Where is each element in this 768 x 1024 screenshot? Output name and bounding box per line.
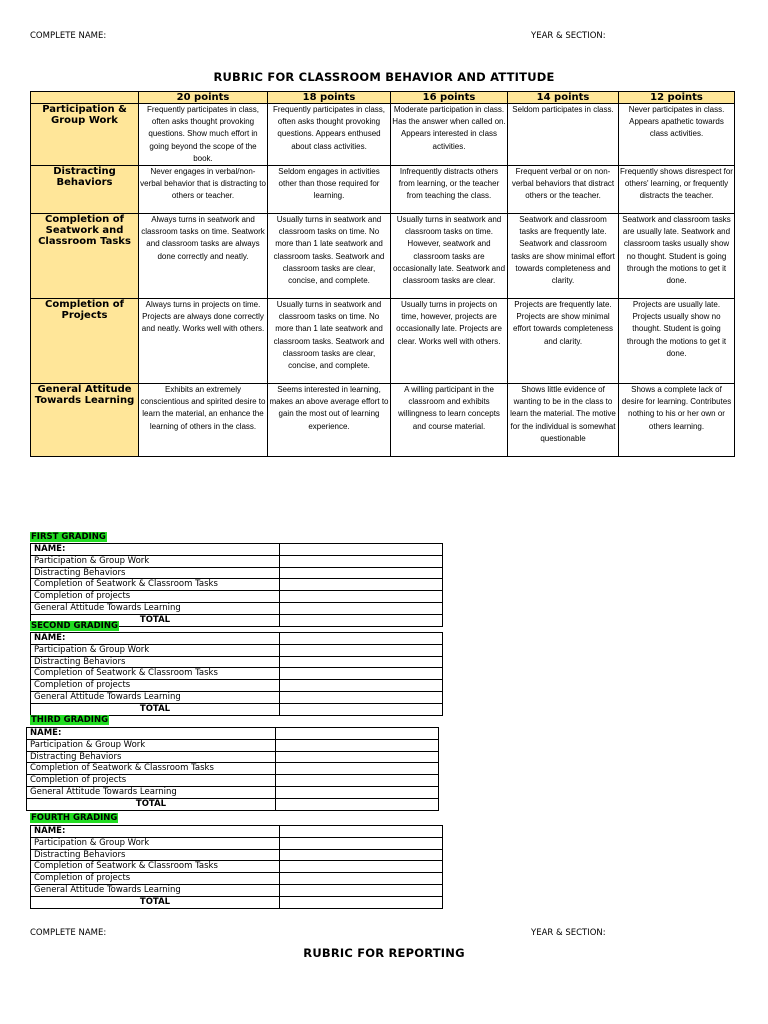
score-field[interactable] bbox=[280, 668, 443, 680]
rubric-cell: A willing participant in the classroom and exhibits willingness to learn concepts and course material. bbox=[391, 384, 508, 457]
score-field[interactable] bbox=[276, 739, 439, 751]
score-field[interactable] bbox=[280, 873, 443, 885]
rubric-cell: Never participates in class. Appears apathetic towards class activities. bbox=[619, 104, 735, 166]
rubric-cell: Projects are frequently late. Projects are show minimal effort towards completeness and clarity. bbox=[508, 299, 619, 384]
rubric-cell: Seldom participates in class. bbox=[508, 104, 619, 166]
rubric-cell: Frequent verbal or on non-verbal behaviors that distract others or the teacher. bbox=[508, 166, 619, 214]
rubric-cell: Seems interested in learning, makes an above average effort to gain the most out of learning experience. bbox=[268, 384, 391, 457]
grading-item: Completion of projects bbox=[31, 873, 280, 885]
rubric-row bbox=[31, 214, 735, 299]
grading-item: General Attitude Towards Learning bbox=[27, 786, 276, 798]
score-field[interactable] bbox=[276, 775, 439, 787]
name-field[interactable] bbox=[280, 826, 443, 838]
score-field[interactable] bbox=[280, 837, 443, 849]
year-section-label: YEAR & SECTION: bbox=[531, 31, 606, 41]
rubric-cell: Usually turns in seatwork and classroom tasks on time. No more than 1 late seatwork and classroom tasks. Seatwork and classroom tasks are clear, concise, and complete. bbox=[268, 214, 391, 299]
rubric-cell: Always turns in seatwork and classroom tasks on time. Seatwork and classroom tasks are always done correctly and neatly. bbox=[139, 214, 268, 299]
score-field[interactable] bbox=[280, 567, 443, 579]
grading-item: Completion of projects bbox=[31, 680, 280, 692]
criterion-label: General Attitude Towards Learning bbox=[31, 384, 139, 457]
rubric-cell: Projects are usually late. Projects usually show no thought. Student is going through the motions to get it done. bbox=[619, 299, 735, 384]
rubric-header-12: 12 points bbox=[619, 92, 735, 104]
grading-item: General Attitude Towards Learning bbox=[31, 884, 280, 896]
rubric-header-14: 14 points bbox=[508, 92, 619, 104]
score-field[interactable] bbox=[280, 691, 443, 703]
total-label: TOTAL bbox=[31, 896, 280, 908]
total-label: TOTAL bbox=[31, 614, 280, 626]
second-grading-label: SECOND GRADING bbox=[31, 621, 118, 631]
rubric-row bbox=[31, 384, 735, 457]
score-field[interactable] bbox=[280, 849, 443, 861]
name-field[interactable] bbox=[280, 633, 443, 645]
grading-item: Distracting Behaviors bbox=[31, 656, 280, 668]
criterion-label: Participation & Group Work bbox=[31, 104, 139, 166]
total-label: TOTAL bbox=[31, 703, 280, 715]
rubric-cell: Frequently participates in class, often asks thought provoking questions. Show much effort in going beyond the scope of the book. bbox=[139, 104, 268, 166]
score-field[interactable] bbox=[276, 786, 439, 798]
score-field[interactable] bbox=[280, 602, 443, 614]
grading-item: Completion of Seatwork & Classroom Tasks bbox=[31, 579, 280, 591]
reporting-rubric-title: RUBRIC FOR REPORTING bbox=[303, 946, 465, 960]
name-label: NAME: bbox=[27, 728, 276, 740]
name-label: NAME: bbox=[31, 544, 280, 556]
fourth-grading-table bbox=[30, 825, 443, 909]
score-field[interactable] bbox=[280, 644, 443, 656]
rubric-cell: Always turns in projects on time. Projects are always done correctly and neatly. Works well with others. bbox=[139, 299, 268, 384]
grading-item: Distracting Behaviors bbox=[31, 849, 280, 861]
rubric-cell: Seatwork and classroom tasks are frequently late. Seatwork and classroom tasks are show minimal effort towards completeness and clarity. bbox=[508, 214, 619, 299]
footer-year-section-label: YEAR & SECTION: bbox=[531, 928, 606, 938]
footer-complete-name-label: COMPLETE NAME: bbox=[30, 928, 107, 938]
rubric-cell: Seatwork and classroom tasks are usually late. Seatwork and classroom tasks usually show no thought. Student is going through the motions to get it done. bbox=[619, 214, 735, 299]
grading-item: General Attitude Towards Learning bbox=[31, 691, 280, 703]
score-field[interactable] bbox=[276, 763, 439, 775]
second-grading-table bbox=[30, 632, 443, 716]
name-field[interactable] bbox=[276, 728, 439, 740]
rubric-header-20: 20 points bbox=[139, 92, 268, 104]
score-field[interactable] bbox=[280, 579, 443, 591]
total-field[interactable] bbox=[280, 614, 443, 626]
grading-item: Completion of Seatwork & Classroom Tasks bbox=[31, 668, 280, 680]
name-label: NAME: bbox=[31, 633, 280, 645]
grading-item: Completion of Seatwork & Classroom Tasks bbox=[31, 861, 280, 873]
score-field[interactable] bbox=[280, 591, 443, 603]
rubric-cell: Shows a complete lack of desire for learning. Contributes nothing to his or her own or others learning. bbox=[619, 384, 735, 457]
rubric-cell: Infrequently distracts others from learning, or the teacher from teaching the class. bbox=[391, 166, 508, 214]
rubric-cell: Seldom engages in activities other than those required for learning. bbox=[268, 166, 391, 214]
first-grading-label: FIRST GRADING bbox=[31, 532, 106, 542]
grading-item: Completion of Seatwork & Classroom Tasks bbox=[27, 763, 276, 775]
third-grading-table bbox=[26, 727, 439, 811]
rubric-cell: Usually turns in seatwork and classroom tasks on time. No more than 1 late seatwork and classroom tasks. Seatwork and classroom tasks are clear, concise, and complete. bbox=[268, 299, 391, 384]
rubric-cell: Usually turns in seatwork and classroom tasks on time. However, seatwork and classroom tasks are occasionally late. Seatwork and classroom tasks are clear. bbox=[391, 214, 508, 299]
total-field[interactable] bbox=[280, 703, 443, 715]
fourth-grading-label: FOURTH GRADING bbox=[31, 813, 118, 823]
first-grading-table bbox=[30, 543, 443, 627]
name-field[interactable] bbox=[280, 544, 443, 556]
score-field[interactable] bbox=[280, 555, 443, 567]
grading-item: Participation & Group Work bbox=[31, 555, 280, 567]
rubric-cell: Never engages in verbal/non-verbal behavior that is distracting to others or teacher. bbox=[139, 166, 268, 214]
criterion-label: Completion of Seatwork and Classroom Tasks bbox=[31, 214, 139, 299]
rubric-table bbox=[30, 91, 735, 457]
grading-item: Completion of projects bbox=[31, 591, 280, 603]
grading-item: Distracting Behaviors bbox=[31, 567, 280, 579]
total-label: TOTAL bbox=[27, 798, 276, 810]
third-grading-label: THIRD GRADING bbox=[31, 715, 109, 725]
total-field[interactable] bbox=[276, 798, 439, 810]
grading-item: Distracting Behaviors bbox=[27, 751, 276, 763]
rubric-header-row bbox=[31, 92, 735, 104]
grading-item: Participation & Group Work bbox=[27, 739, 276, 751]
rubric-header-16: 16 points bbox=[391, 92, 508, 104]
score-field[interactable] bbox=[280, 656, 443, 668]
criterion-label: Completion of Projects bbox=[31, 299, 139, 384]
score-field[interactable] bbox=[280, 861, 443, 873]
rubric-cell: Frequently shows disrespect for others' learning, or frequently distracts the teacher. bbox=[619, 166, 735, 214]
grading-item: Completion of projects bbox=[27, 775, 276, 787]
rubric-title: RUBRIC FOR CLASSROOM BEHAVIOR AND ATTITUDE bbox=[213, 70, 555, 84]
rubric-row bbox=[31, 166, 735, 214]
rubric-cell: Usually turns in projects on time, however, projects are occasionally late. Projects are clear. Works well with others. bbox=[391, 299, 508, 384]
complete-name-label: COMPLETE NAME: bbox=[30, 31, 107, 41]
rubric-cell: Moderate participation in class. Has the answer when called on. Appears interested in class activities. bbox=[391, 104, 508, 166]
rubric-row bbox=[31, 299, 735, 384]
rubric-cell: Frequently participates in class, often asks thought provoking questions. Appears enthused about class activities. bbox=[268, 104, 391, 166]
grading-item: Participation & Group Work bbox=[31, 644, 280, 656]
rubric-cell: Exhibits an extremely conscientious and spirited desire to learn the material, an enhance the learning of others in the class. bbox=[139, 384, 268, 457]
rubric-cell: Shows little evidence of wanting to be in the class to learn the material. The motive for the individual is somewhat questionable bbox=[508, 384, 619, 457]
total-field[interactable] bbox=[280, 896, 443, 908]
name-label: NAME: bbox=[31, 826, 280, 838]
rubric-row bbox=[31, 104, 735, 166]
score-field[interactable] bbox=[280, 884, 443, 896]
grading-item: General Attitude Towards Learning bbox=[31, 602, 280, 614]
rubric-header-blank bbox=[31, 92, 139, 104]
criterion-label: Distracting Behaviors bbox=[31, 166, 139, 214]
score-field[interactable] bbox=[276, 751, 439, 763]
score-field[interactable] bbox=[280, 680, 443, 692]
rubric-header-18: 18 points bbox=[268, 92, 391, 104]
grading-item: Participation & Group Work bbox=[31, 837, 280, 849]
